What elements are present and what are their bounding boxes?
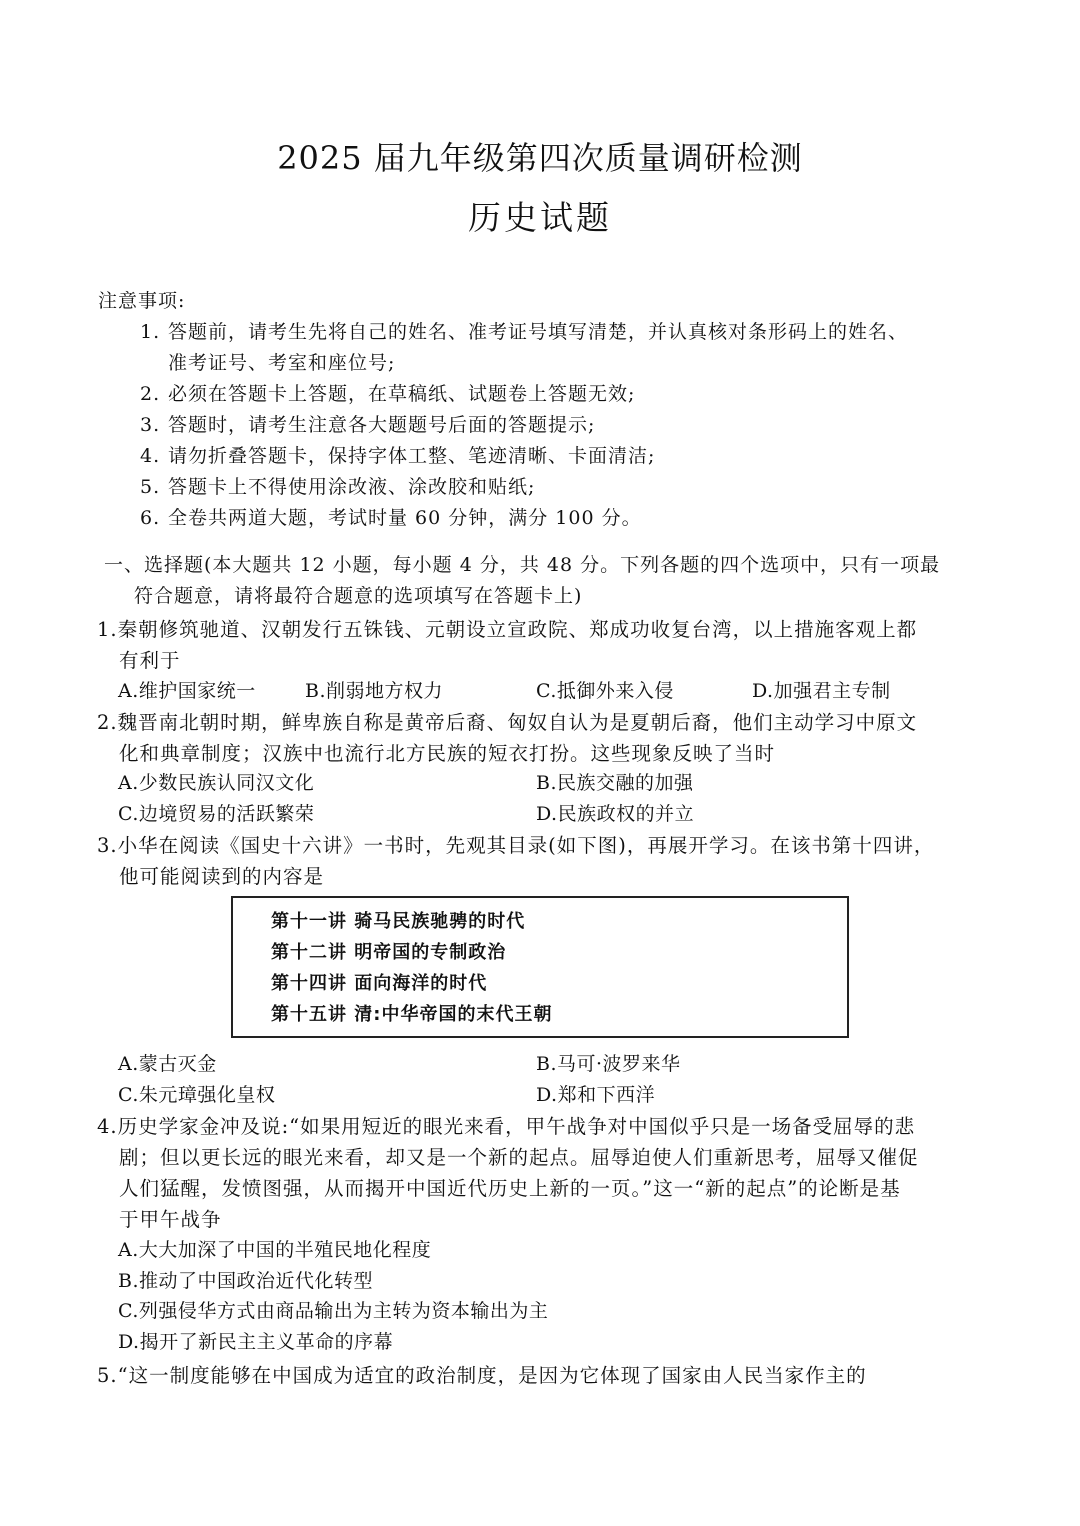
question-4-options (118, 1235, 548, 1357)
option-a: A.少数民族认同汉文化 (118, 772, 315, 794)
toc-row: 第十五讲 清:中华帝国的末代王朝 (271, 1004, 553, 1025)
option-a: A.蒙古灭金 (118, 1053, 217, 1075)
option-c: C.边境贸易的活跃繁荣 (118, 803, 315, 825)
question-5-stem: 5.“这一制度能够在中国成为适宜的政治制度，是因为它体现了国家由人民当家作主的 (97, 1364, 867, 1387)
notices-heading: 注意事项: (98, 290, 186, 312)
toc-row: 第十四讲 面向海洋的时代 (271, 973, 488, 994)
option-c: C.列强侵华方式由商品输出为主转为资本输出为主 (118, 1300, 549, 1322)
option-c: C.抵御外来入侵 (536, 680, 674, 702)
section-instructions: 一、选择题(本大题共 12 小题，每小题 4 分，共 48 分。下列各题的四个选项中，只有一项最 符合题意，请将最符合题意的选项填写在答题卡上) (104, 554, 941, 607)
notice-item: 2. 必须在答题卡上答题，在草稿纸、试题卷上答题无效; (140, 383, 636, 405)
option-b: B.民族交融的加强 (536, 772, 694, 794)
notices-list (140, 317, 1000, 534)
option-c: C.朱元璋强化皇权 (118, 1084, 276, 1106)
notice-item: 1. 答题前，请考生先将自己的姓名、准考证号填写清楚，并认真核对条形码上的姓名、 准考证号、考室和座位号; (140, 321, 909, 374)
option-d: D.揭开了新民主主义革命的序幕 (118, 1330, 394, 1353)
notice-item: 4. 请勿折叠答题卡，保持字体工整、笔迹清晰、卡面清洁; (140, 445, 656, 467)
notice-item: 5. 答题卡上不得使用涂改液、涂改胶和贴纸; (140, 476, 536, 498)
table-of-contents-box (231, 896, 849, 1038)
option-a: A.维护国家统一 (118, 680, 256, 702)
toc-row: 第十一讲 骑马民族驰骋的时代 (271, 911, 526, 932)
toc-row: 第十二讲 明帝国的专制政治 (271, 942, 507, 963)
question-3-options (118, 1049, 998, 1111)
option-d: D.加强君主专制 (752, 680, 891, 702)
question-1-stem: 1.秦朝修筑驰道、汉朝发行五铢钱、元朝设立宣政院、郑成功收复台湾，以上措施客观上都 有利于 (97, 618, 918, 672)
option-d: D.民族政权的并立 (536, 803, 695, 825)
exam-subject: 历史试题 (468, 198, 612, 237)
option-b: B.马可·波罗来华 (536, 1053, 681, 1075)
option-d: D.郑和下西洋 (536, 1084, 656, 1106)
question-2-stem: 2.魏晋南北朝时期，鲜卑族自称是黄帝后裔、匈奴自认为是夏朝后裔，他们主动学习中原文 化和典章制度；汉族中也流行北方民族的短衣打扮。这些现象反映了当时 (97, 711, 918, 765)
option-b: B.推动了中国政治近代化转型 (118, 1269, 374, 1292)
question-4-stem: 4.历史学家金冲及说:“如果用短近的眼光来看，甲午战争对中国似乎只是一场备受屈辱的悲 剧；但以更长远的眼光来看，却又是一个新的起点。屈辱迫使人们重新思考，屈辱又催促 人们猛醒，发愤图强，从而揭开中国近代历史上新的一页。”这一“新的起点”的论断是基 于甲午战争 (97, 1115, 919, 1231)
question-3-stem: 3.小华在阅读《国史十六讲》一书时，先观其目录(如下图)，再展开学习。在该书第十四讲， 他可能阅读到的内容是 (97, 834, 935, 888)
notice-item: 3. 答题时，请考生注意各大题题号后面的答题提示; (140, 414, 596, 436)
option-b: B.削弱地方权力 (305, 680, 444, 702)
option-a: A.大大加深了中国的半殖民地化程度 (118, 1239, 432, 1261)
exam-title: 2025 届九年级第四次质量调研检测 (277, 139, 803, 177)
question-2-options (118, 768, 998, 830)
question-1-options (118, 676, 998, 707)
notice-item: 6. 全卷共两道大题，考试时量 60 分钟，满分 100 分。 (140, 507, 642, 529)
